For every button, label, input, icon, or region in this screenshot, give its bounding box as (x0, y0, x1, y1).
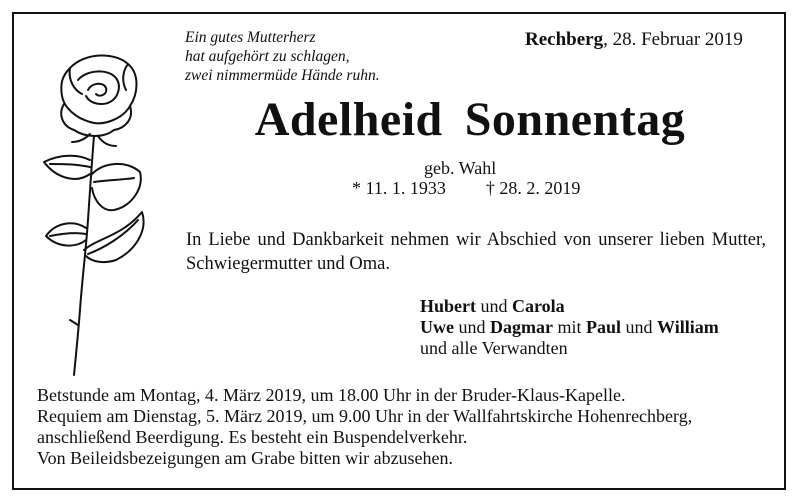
mourners-line (420, 317, 719, 338)
connector: und (621, 317, 658, 337)
mourner-name: Hubert (420, 296, 476, 316)
mourner-name: Paul (586, 317, 622, 337)
mourner-name: Carola (512, 296, 565, 316)
mourners-line: und alle Verwandten (420, 338, 568, 358)
connector: und (476, 296, 512, 316)
service-info (37, 385, 692, 469)
poem-line: zwei nimmermüde Hände ruhn. (185, 67, 380, 84)
service-line: anschließend Beerdigung. Es besteht ein Buspendelverkehr. (37, 427, 468, 447)
poem-line: hat aufgehört zu schlagen, (185, 48, 350, 65)
service-line: Requiem am Dienstag, 5. März 2019, um 9.00 Uhr in der Wallfahrtskirche Hohenrechberg, (37, 406, 693, 426)
mourner-name: Uwe (420, 317, 454, 337)
connector: und (454, 317, 490, 337)
first-name: Adelheid (254, 93, 443, 146)
place-name: Rechberg (525, 29, 604, 50)
poem-line: Ein gutes Mutterherz (185, 29, 316, 46)
mourner-name: Dagmar (490, 317, 553, 337)
notice-date: , 28. Februar 2019 (603, 29, 743, 50)
service-line: Betstunde am Montag, 4. März 2019, um 18.00 Uhr in der Bruder-Klaus-Kapelle. (37, 385, 626, 405)
birth-date: * 11. 1. 1933 (352, 178, 446, 198)
maiden-name: geb. Wahl (424, 158, 497, 178)
life-dates (352, 178, 580, 199)
farewell-message: In Liebe und Dankbarkeit nehmen wir Abschied von unserer lieben Mutter, Schwiegermutter und Oma. (186, 230, 766, 274)
poem (185, 28, 380, 85)
service-line: Von Beileidsbezeigungen am Grabe bitten wir abzusehen. (37, 448, 454, 468)
deceased-name (0, 92, 800, 147)
mourner-name: William (657, 317, 719, 337)
mourners-line (420, 296, 719, 317)
place-date (525, 29, 743, 51)
death-date: † 28. 2. 2019 (485, 178, 581, 198)
connector: mit (552, 317, 586, 337)
last-name: Sonnentag (464, 93, 686, 146)
mourners (420, 296, 719, 359)
